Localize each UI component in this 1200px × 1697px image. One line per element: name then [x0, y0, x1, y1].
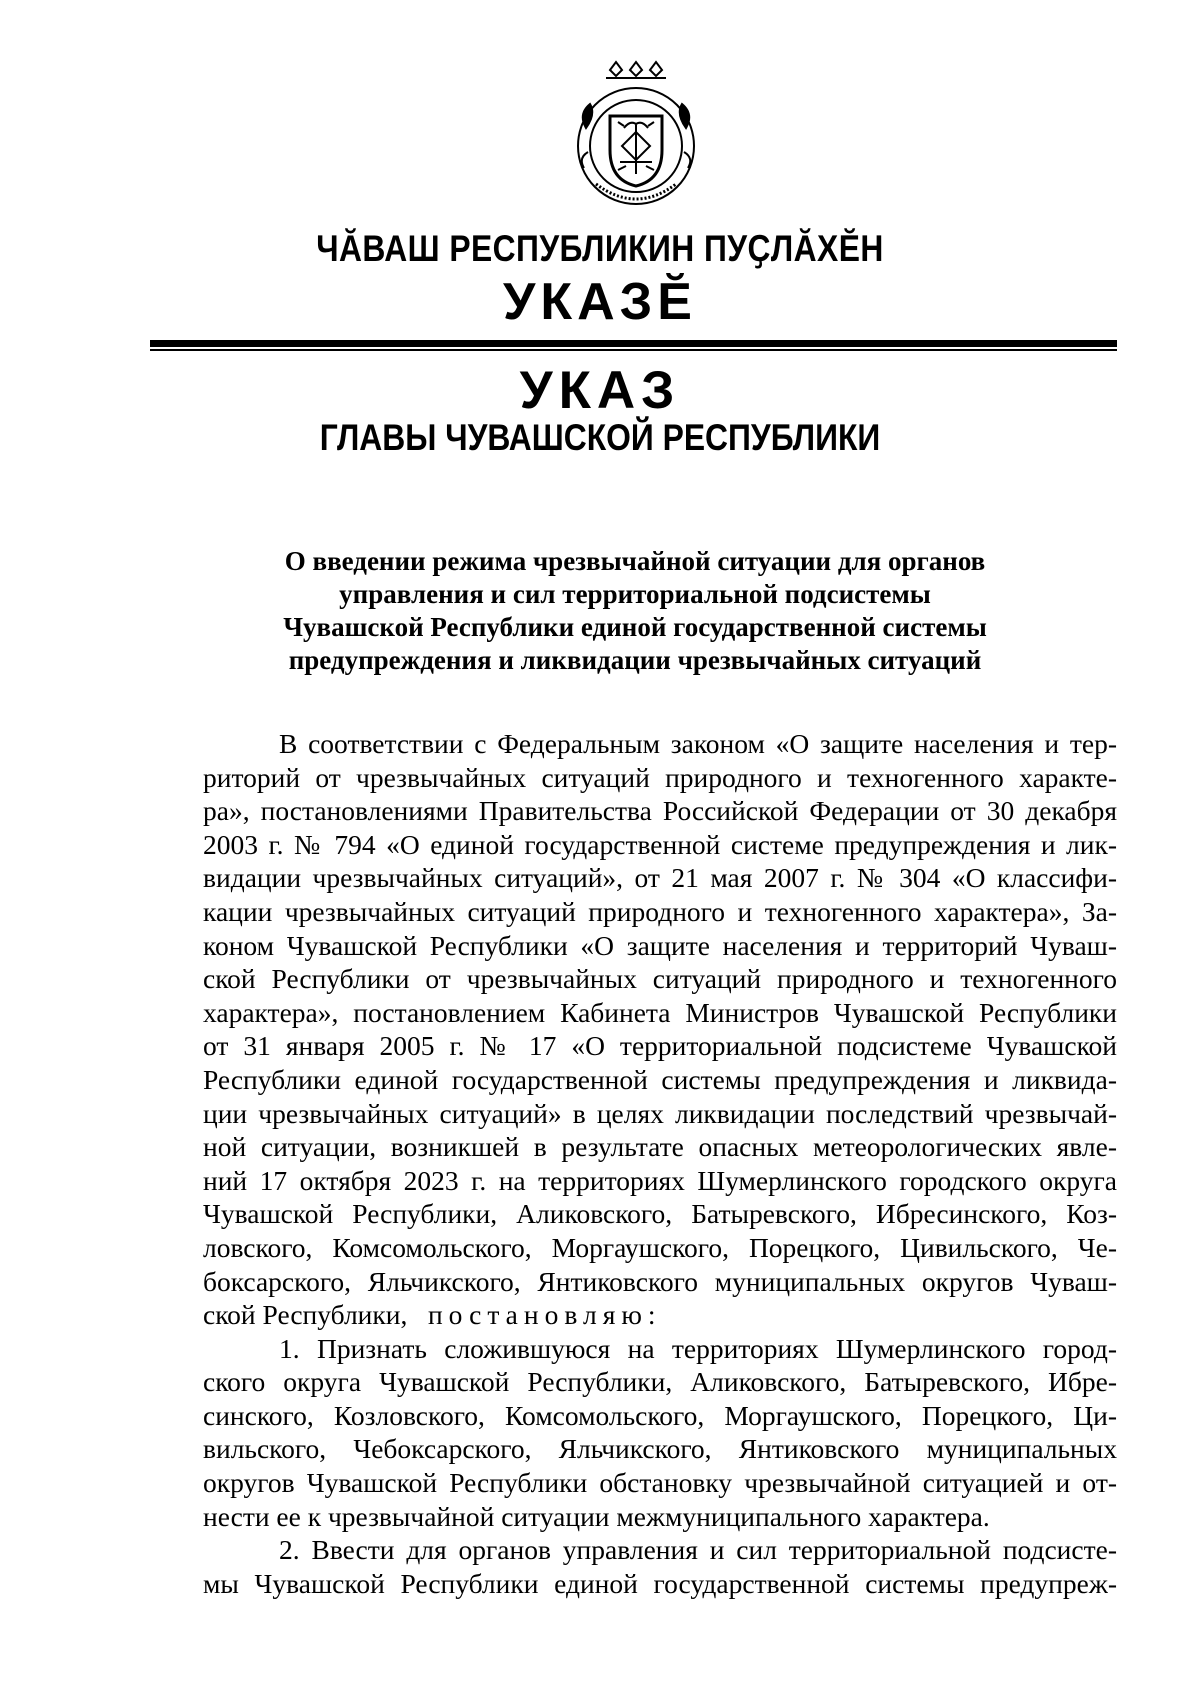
document-title-line: Чувашской Республики единой государственной системы	[283, 612, 987, 642]
body-line: коном Чувашской Республики «О защите населения и территорий Чуваш-	[203, 929, 1117, 961]
decree-line-lead: ской Республики,	[203, 1299, 408, 1331]
decree-word: постановляю:	[427, 1299, 662, 1331]
body-line: синского, Козловского, Комсомольского, Моргаушского, Порецкого, Ци-	[203, 1399, 1117, 1431]
document-title-line: О введении режима чрезвычайной ситуации для органов	[284, 546, 986, 576]
document-title-line: предупреждения и ликвидации чрезвычайных ситуаций	[288, 645, 982, 675]
body-line: ний 17 октября 2023 г. на территориях Шумерлинского городского округа	[203, 1164, 1117, 1196]
coat-of-arms-emblem	[560, 58, 712, 210]
body-line: боксарского, Яльчикского, Янтиковского муниципальных округов Чуваш-	[203, 1265, 1117, 1297]
header-chuvash-title: ЧĂВАШ РЕСПУБЛИКИН ПУҪЛĂХĔН	[316, 228, 884, 269]
body-line: ной ситуации, возникшей в результате опасных метеорологических явле-	[203, 1131, 1117, 1163]
body-line: нести ее к чрезвычайной ситуации межмуниципального характера.	[203, 1500, 990, 1532]
body-line: ции чрезвычайных ситуаций» в целях ликвидации последствий чрезвычай-	[203, 1097, 1117, 1129]
header-glava: ГЛАВЫ ЧУВАШСКОЙ РЕСПУБЛИКИ	[319, 417, 881, 458]
body-line: В соответствии с Федеральным законом «О защите населения и тер-	[279, 728, 1117, 759]
body-line: риторий от чрезвычайных ситуаций природного и техногенного характе-	[203, 761, 1117, 793]
document-title-line: управления и сил территориальной подсистемы	[339, 579, 931, 609]
body-line: характера», постановлением Кабинета Министров Чувашской Республики	[203, 996, 1117, 1028]
body-line: Чувашской Республики, Аликовского, Батыревского, Ибресинского, Коз-	[203, 1198, 1117, 1230]
header-chuvash-ukaze: УКАЗĔ	[503, 273, 697, 331]
decree-line	[203, 1298, 1117, 1332]
document-body	[203, 727, 1117, 1600]
body-line: ра», постановлениями Правительства Российской Федерации от 30 декабря	[203, 795, 1117, 827]
body-line: ловского, Комсомольского, Моргаушского, Порецкого, Цивильского, Че-	[203, 1231, 1117, 1263]
body-line: 1. Признать сложившуюся на территориях Шумерлинского город-	[279, 1332, 1117, 1364]
body-line: от 31 января 2005 г. № 17 «О территориальной подсистеме Чувашской	[203, 1030, 1117, 1062]
header-ukaz: УКАЗ	[519, 361, 681, 420]
body-line: мы Чувашской Республики единой государственной системы предупреж-	[203, 1567, 1117, 1599]
body-line: вильского, Чебоксарского, Яльчикского, Янтиковского муниципальных	[203, 1433, 1117, 1465]
body-line: округов Чувашской Республики обстановку чрезвычайной ситуацией и от-	[203, 1467, 1117, 1499]
body-line: 2. Ввести для органов управления и сил территориальной подсисте-	[279, 1534, 1117, 1566]
header-divider-thick	[150, 340, 1117, 347]
body-line: ского округа Чувашской Республики, Аликовского, Батыревского, Ибре-	[203, 1366, 1117, 1398]
body-line: 2003 г. № 794 «О единой государственной системе предупреждения и лик-	[203, 828, 1117, 860]
body-line: ской Республики от чрезвычайных ситуаций природного и техногенного	[203, 963, 1117, 995]
body-line: Республики единой государственной системы предупреждения и ликвида-	[203, 1063, 1117, 1095]
body-line: видации чрезвычайных ситуаций», от 21 мая 2007 г. № 304 «О классифи-	[203, 862, 1117, 894]
body-line: кации чрезвычайных ситуаций природного и техногенного характера», За-	[203, 895, 1117, 927]
document-title	[200, 545, 1070, 677]
header-divider-thin	[150, 349, 1117, 351]
